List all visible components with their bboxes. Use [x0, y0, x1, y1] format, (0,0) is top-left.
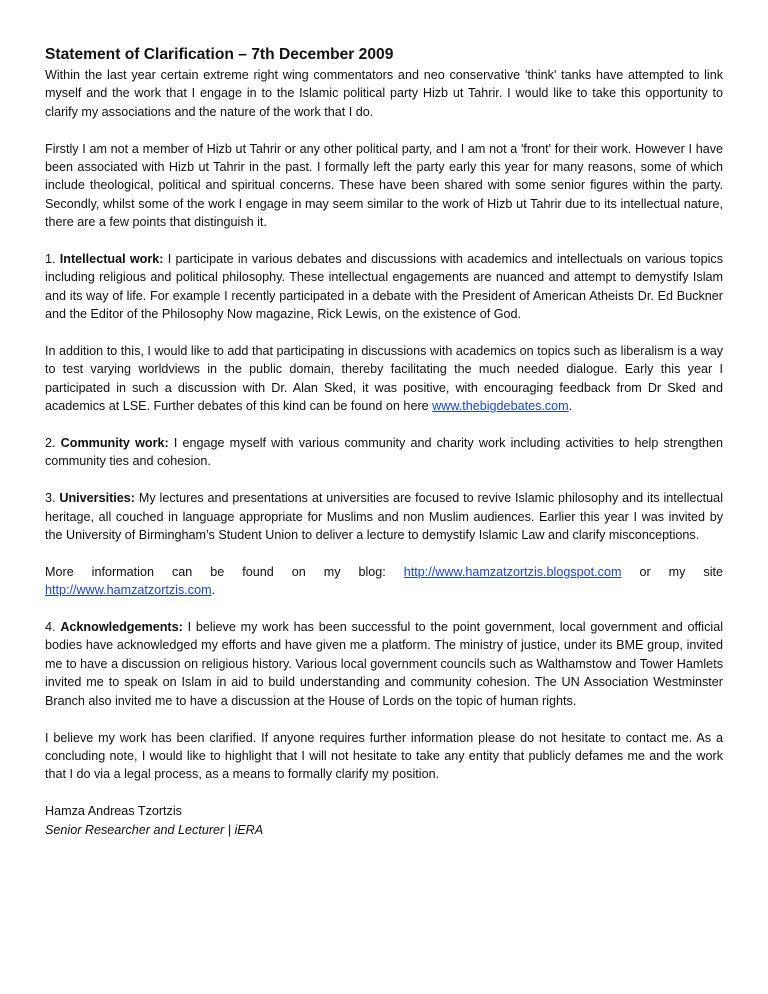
site-link[interactable]: http://www.hamzatzortzis.com	[45, 583, 212, 598]
addition-text: In addition to this, I would like to add that participating in discussions with academics on topics such as liberalism is a way to test varying worldviews in the public domain, thereby facilitating the much needed dialogue. Early this year I participated in such a discussion with Dr. Alan Sked, it was positive, with encouraging feedback from Dr Sked and academics at LSE. Further debates of this kind can be found on here	[45, 344, 723, 414]
point-number: 1.	[45, 252, 56, 267]
signature-role: Senior Researcher and Lecturer | iERA	[45, 822, 264, 837]
addition-paragraph	[45, 342, 723, 416]
point-label: Intellectual work:	[59, 252, 164, 267]
addition-end: .	[568, 399, 573, 414]
point-text: I believe my work has been successful to the point government, local government and official bodies have acknowledged my efforts and have given me a platform. The ministry of justice, under its BME group, invited me to have a discussion on religious history. Various local government councils such as Walthamstow and Tower Hamlets invited me to speak on Islam in aid to build understanding and community cohesion. The UN Association Westminster Branch also invited me to have a discussion at the House of Lords on the topic of human rights.	[45, 620, 723, 708]
intro-paragraph: Within the last year certain extreme right wing commentators and neo conservative 'think' tanks have attempted to link myself and the work that I engage in to the Islamic political party Hizb ut Tahrir. I would like to take this opportunity to clarify my associations and the nature of the work that I do.	[45, 68, 723, 119]
document-page	[45, 45, 723, 839]
signature-name: Hamza Andreas Tzortzis	[45, 804, 182, 819]
more-info-prefix: More information can be found on my blog:	[45, 564, 386, 579]
point-intellectual-work	[45, 250, 723, 324]
more-info-middle: or my site	[639, 564, 723, 579]
firstly-paragraph: Firstly I am not a member of Hizb ut Tahrir or any other political party, and I am not a 'front' for their work. However I have been associated with Hizb ut Tahrir in the past. I formally left the party early this year for many reasons, some of which include theological, political and spiritual concerns. These have been shared with some senior figures within the party. Secondly, whilst some of the work I engage in may seem similar to the work of Hizb ut Tahrir due to its intellectual nature, there are a few points that distinguish it.	[45, 141, 723, 230]
point-label: Acknowledgements:	[60, 620, 183, 635]
more-info-end: .	[211, 583, 216, 598]
blog-link[interactable]: http://www.hamzatzortzis.blogspot.com	[403, 564, 622, 579]
point-acknowledgements	[45, 618, 723, 710]
point-text: My lectures and presentations at universities are focused to revive Islamic philosophy and its intellectual heritage, all couched in language appropriate for Muslims and non Muslim audiences. Earlier this year I was invited by the University of Birmingham’s Student Union to deliver a lecture to demystify Islamic Law and clarify misconceptions.	[45, 491, 723, 543]
point-universities	[45, 489, 723, 544]
point-text: I engage myself with various community and charity work including activities to help strengthen community ties and cohesion.	[45, 436, 724, 469]
point-number: 4.	[45, 620, 56, 635]
more-info-paragraph	[45, 563, 723, 600]
point-number: 2.	[45, 436, 56, 451]
closing-paragraph: I believe my work has been clarified. If anyone requires further information please do not hesitate to contact me. As a concluding note, I would like to highlight that I will not hesitate to take any entity that publicly defames me and the work that I do via a legal process, as a means to formally clarify my position.	[45, 730, 723, 782]
document-title: Statement of Clarification – 7th December 2009	[45, 46, 394, 63]
point-text: I participate in various debates and discussions with academics and intellectuals on various topics including religious and political philosophy. These intellectual engagements are nuanced and attempt to demystify Islam and its way of life. For example I recently participated in a debate with the President of American Atheists Dr. Ed Buckner and the Editor of the Philosophy Now magazine, Rick Lewis, on the existence of God.	[45, 252, 724, 322]
point-label: Universities:	[59, 491, 135, 506]
point-number: 3.	[45, 491, 56, 506]
point-community-work	[45, 434, 723, 471]
point-label: Community work:	[60, 436, 169, 451]
bigdebates-link[interactable]: www.thebigdebates.com	[432, 399, 569, 414]
